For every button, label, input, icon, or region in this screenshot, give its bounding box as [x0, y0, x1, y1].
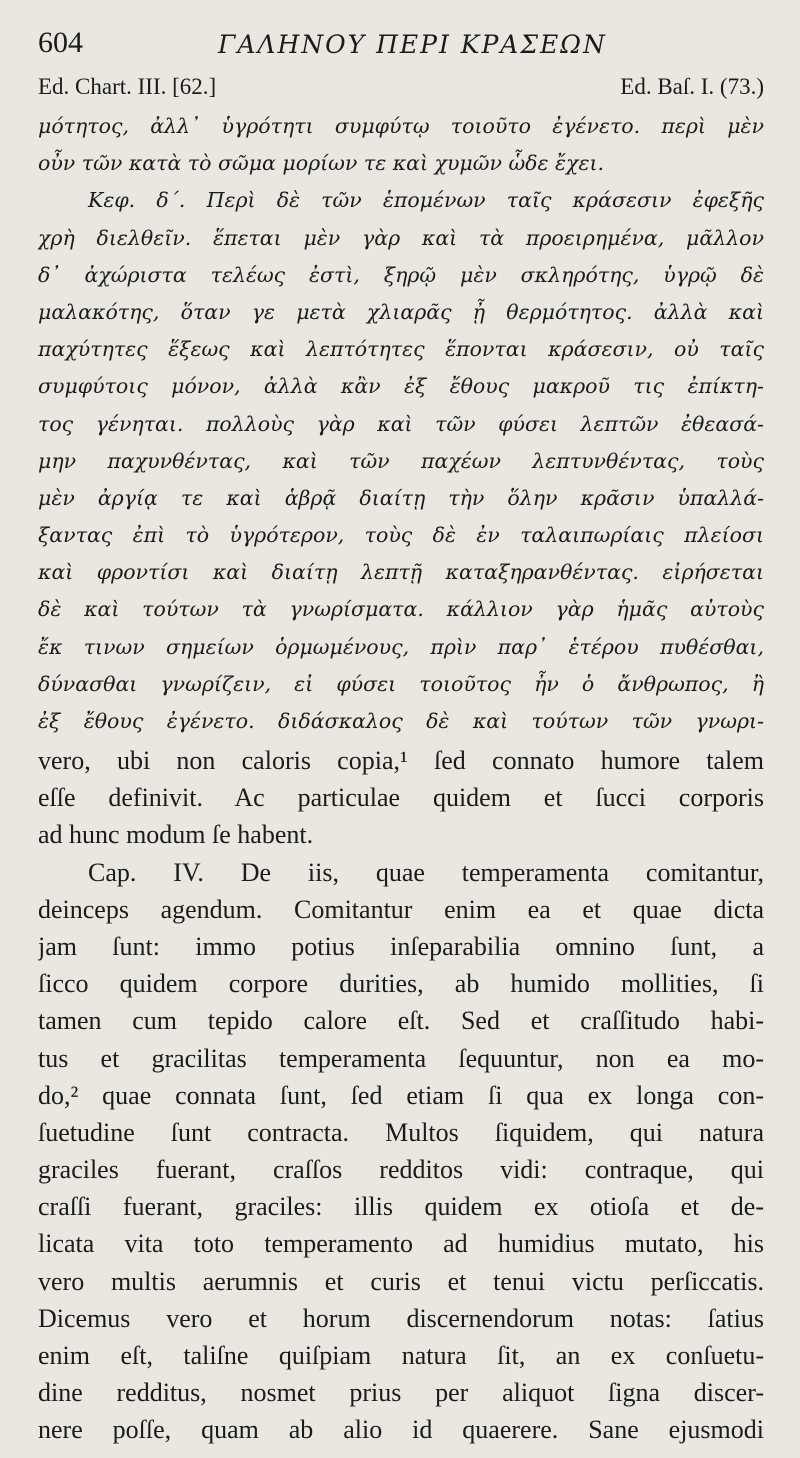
- edition-basel-ref: Ed. Baſ. I. (73.): [620, 74, 764, 99]
- greek-line: συμφύτοις μόνον, ἀλλὰ κἂν ἐξ ἔθους μακροῦ τις ἐπίκτη-: [38, 374, 764, 399]
- page-header: [38, 22, 764, 66]
- edition-references: [38, 74, 764, 108]
- greek-line: καὶ φροντίσι καὶ διαίτῃ λεπτῇ καταξηρανθέντας. εἰρήσεται: [38, 560, 764, 585]
- greek-line: δὲ καὶ τούτων τὰ γνωρίσματα. κάλλιον γὰρ ἡμᾶς αὐτοὺς: [38, 597, 764, 622]
- greek-line: ξαντας ἐπὶ τὸ ὑγρότερον, τοὺς δὲ ἐν ταλαιπωρίαις πλείοσι: [38, 523, 764, 548]
- latin-line: ſicco quidem corpore durities, ab humido mollities, ſi: [38, 969, 764, 999]
- latin-line: ad hunc modum ſe habent.: [38, 820, 314, 850]
- latin-line: Dicemus vero et horum discernendorum notas: ſatius: [38, 1303, 764, 1333]
- greek-line: δ᾽ ἀχώριστα τελέως ἐστὶ, ξηρῷ μὲν σκληρότης, ὑγρῷ δὲ: [38, 262, 764, 287]
- latin-line: licata vita toto temperamento ad humidius mutato, his: [38, 1229, 764, 1259]
- greek-line: παχύτητες ἕξεως καὶ λεπτότητες ἕπονται κράσεσιν, οὐ ταῖς: [38, 337, 764, 362]
- greek-line: χρὴ διελθεῖν. ἕπεται μὲν γὰρ καὶ τὰ προειρημένα, μᾶλλον: [38, 225, 764, 250]
- greek-line: μότητος, ἀλλ᾽ ὑγρότητι συμφύτῳ τοιοῦτο ἐγένετο. περὶ μὲν: [38, 114, 764, 138]
- latin-line: nere poſſe, quam ab alio id quaerere. Sane ejusmodi: [38, 1415, 764, 1445]
- latin-line: eſſe definivit. Ac particulae quidem et ſucci corporis: [38, 783, 764, 813]
- latin-line: craſſi fuerant, graciles: illis quidem ex otioſa et de-: [38, 1192, 764, 1222]
- greek-line: δύνασθαι γνωρίζειν, εἰ φύσει τοιοῦτος ἦν ὁ ἄνθρωπος, ἢ: [38, 671, 764, 696]
- latin-line: jam ſunt: immo potius inſeparabilia omnino ſunt, a: [38, 931, 764, 961]
- latin-line: tus et gracilitas temperamenta ſequuntur, non ea mo-: [38, 1043, 764, 1073]
- latin-line: vero multis aerumnis et curis et tenui victu perſiccatis.: [38, 1266, 764, 1296]
- greek-line: οὖν τῶν κατὰ τὸ σῶμα μορίων τε καὶ χυμῶν ὧδε ἔχει.: [38, 151, 605, 176]
- greek-line: τος γένηται. πολλοὺς γὰρ καὶ τῶν φύσει λεπτῶν ἐθεασά-: [38, 411, 764, 436]
- latin-line: ſuetudine ſunt contracta. Multos ſiquidem, qui natura: [38, 1117, 764, 1147]
- latin-line: graciles fuerant, craſſos redditos vidi: contraque, qui: [38, 1155, 764, 1185]
- latin-line: deinceps agendum. Comitantur enim ea et quae dicta: [38, 894, 764, 924]
- edition-chartier-ref: Ed. Chart. III. [62.]: [38, 74, 217, 99]
- latin-text-block: [38, 742, 764, 1449]
- greek-text-block: [38, 108, 764, 740]
- greek-line: ἐξ ἔθους ἐγένετο. διδάσκαλος δὲ καὶ τούτων τῶν γνωρι-: [38, 709, 764, 733]
- latin-line: tamen cum tepido calore eſt. Sed et craſſitudo habi-: [38, 1006, 764, 1036]
- greek-line: ἔκ τινων σημείων ὁρμωμένους, πρὶν παρ᾽ ἑτέρου πυθέσθαι,: [38, 634, 764, 659]
- greek-chapter-start-line: Κεφ. δ΄. Περὶ δὲ τῶν ἑπομένων ταῖς κράσεσιν ἐφεξῆς: [88, 188, 764, 213]
- greek-line: μην παχυνθέντας, καὶ τῶν παχέων λεπτυνθέντας, τοὺς: [38, 448, 764, 473]
- page-number: 604: [38, 26, 83, 59]
- latin-line: enim eſt, taliſne quiſpiam natura ſit, an ex conſuetu-: [38, 1341, 764, 1370]
- latin-chapter-start-line: Cap. IV. De iis, quae temperamenta comitantur,: [88, 857, 764, 887]
- latin-line: dine redditus, nosmet prius per aliquot ſigna discer-: [38, 1378, 764, 1408]
- greek-line: μαλακότης, ὅταν γε μετὰ χλιαρᾶς ᾖ θερμότητος. ἀλλὰ καὶ: [38, 299, 764, 324]
- latin-line: do,² quae connata ſunt, ſed etiam ſi qua ex longa con-: [38, 1080, 764, 1110]
- greek-line: μὲν ἀργίᾳ τε καὶ ἁβρᾷ διαίτῃ τὴν ὅλην κρᾶσιν ὑπαλλά-: [38, 485, 764, 510]
- latin-line: vero, ubi non caloris copia,¹ ſed connato humore talem: [38, 746, 764, 775]
- running-title: ΓΑΛΗΝΟΥ ΠΕΡΙ ΚΡΑΣΕΩΝ: [218, 30, 607, 59]
